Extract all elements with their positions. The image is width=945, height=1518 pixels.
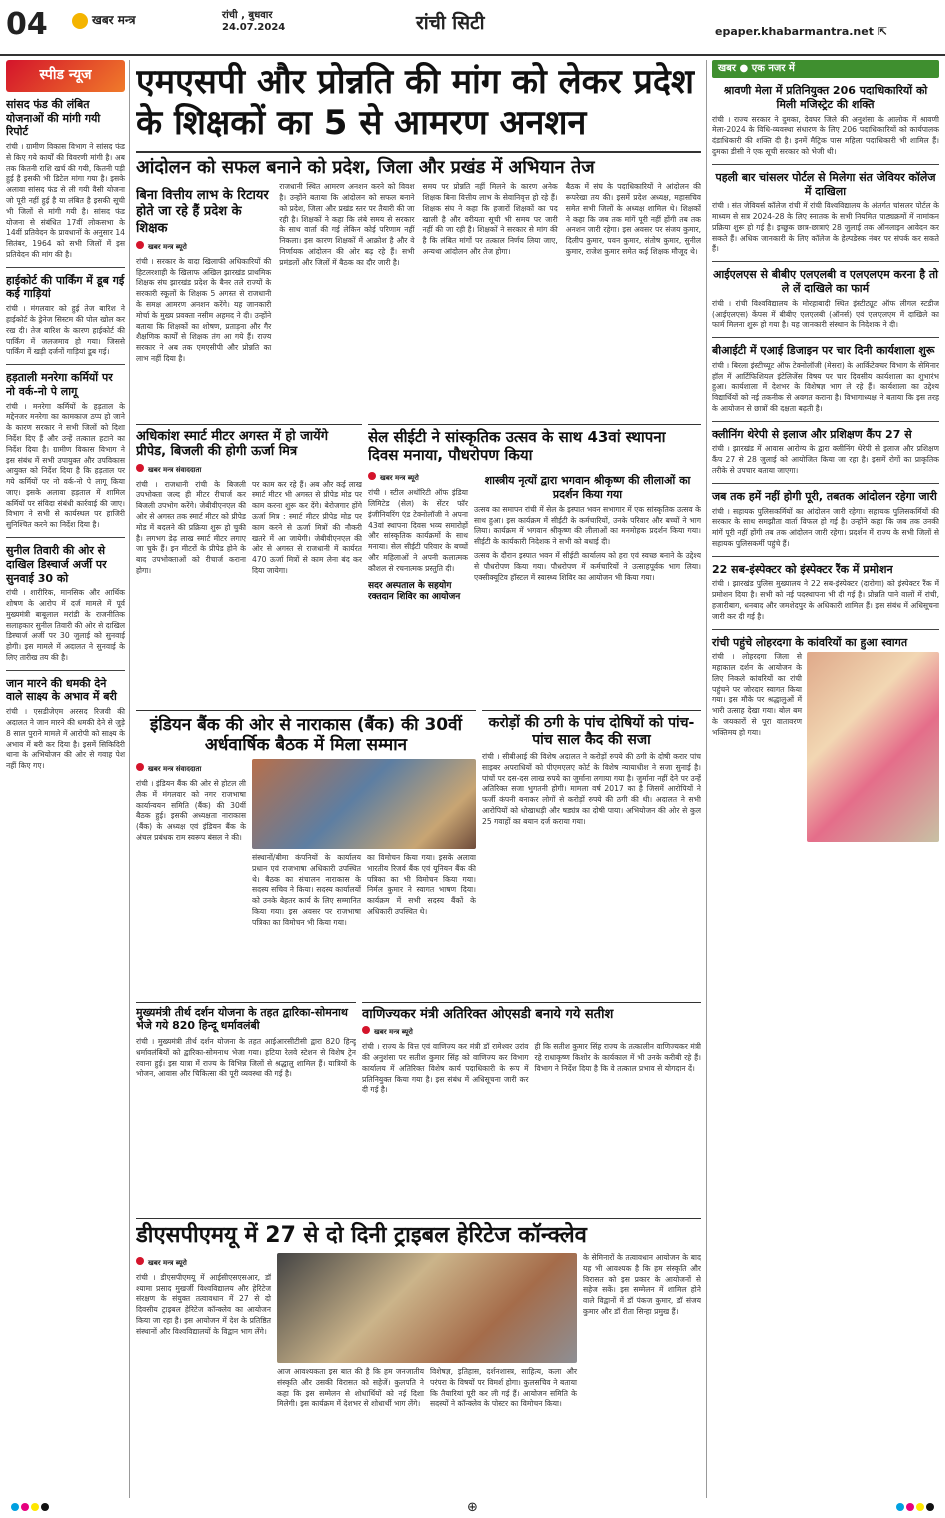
fraud-story (482, 710, 701, 996)
right-news-8-body: रांची । लोहरदगा जिला से महाकाल दर्शन के आयोजन के लिए निकले कांवरियों का रांची पहुंचने पर जोरदार स्वागत किया गया। इस मौके पर श्रद्धालुओं में भारी उत्साह देखा गया। बोल बम के जयकारों से पूरा वातावरण भक्तिमय हो गया। (712, 652, 802, 737)
osd-story (362, 1002, 701, 1212)
divider (712, 421, 939, 422)
date-text: 24.07.2024 (222, 22, 286, 33)
right-news-3-head: आईएलएस से बीबीए एलएलबी व एलएलएम करना है तो ले लें दाखिले का फार्म (712, 268, 939, 295)
right-news-6-head: जब तक हमें नहीं होगी पूरी, तबतक आंदोलन रहेगा जारी (712, 489, 937, 503)
indian-bank-para-3: का विमोचन किया गया। इसके अलावा भारतीय रिजर्व बैंक एवं यूनियन बैंक की पत्रिका का भी विमोचन किया गया। निर्मल कुमार ने स्वागत भाषण दिया। कार्यक्रम में सभी सदस्य बैंकों के अधिकारी उपस्थित थे। (367, 853, 476, 916)
lead-story (136, 62, 701, 422)
divider (712, 556, 939, 557)
dspmu-para-2: के सेमिनारों के तत्वावधान आयोजन के बाद यह भी आवश्यक है कि हम संस्कृति और विरासत को इस प्रकार के आयोजनों से सहेज सकें। इस सम्मेलन में शामिल होने वाले विद्वानों में डॉ पंकज कुमार, डॉ संजय कुमार और डॉ रीता सिन्हा प्रमुख हैं। (583, 1252, 701, 1316)
cursor-icon: ⇱ (877, 25, 888, 38)
divider (712, 261, 939, 262)
right-news-4-head: बीआईटी में एआई डिजाइन पर चार दिनी कार्यशाला शुरू (712, 344, 935, 358)
sail-para-1: रांची । स्टील अथॉरिटी ऑफ इंडिया लिमिटेड (सेल) के सेंटर फॉर इंजीनियरिंग एंड टेक्नोलॉजी ने अपना 43वां स्थापना दिवस भव्य समारोहों और सांस्कृतिक कार्यक्रमों के साथ मनाया। सेल सीईटी परिवार के बच्चों और महिलाओं ने अपनी कलात्मक कौशल से रचनात्मक प्रस्तुति दी। (368, 488, 468, 573)
sail-subhead: शास्त्रीय नृत्यों द्वारा भगवान श्रीकृष्ण की लीलाओं का प्रदर्शन किया गया (484, 474, 691, 502)
left-news-1-body: रांची । ग्रामीण विकास विभाग ने सांसद फंड से किए गये कार्यों की विवरणी मांगी है। अब तक कितनी राशि खर्च की गयी, कितनी पड़ी हुई है इसकी भी डिटेल मांगा गया है। इसके अलावा सांसद फंड से ली गयी वैसी योजना जो पूरी नहीं हुई है या लंबित है इसकी सूची भी जिलों से मांगी गयी है। सांसद फंड योजना से संबंधित 17वीं लोकसभा के 14वीं प्रतिवेदन के प्रावधानों के अनुसार 14 सितंबर, 1964 को सभी जिलों में इस प्रतिवेदन की मांग की है। (6, 142, 125, 259)
color-registration-right (895, 1503, 935, 1515)
at-a-glance-label: खबर ● एक नजर में (712, 60, 939, 78)
divider (712, 483, 939, 484)
lead-para-4: बैठक में संघ के पदाधिकारियों ने आंदोलन की रूपरेखा तय की। इसमें प्रदेश अध्यक्ष, महासचिव समेत सभी जिलों के अध्यक्ष शामिल थे। शिक्षकों ने कहा कि जब तक मांगें पूरी नहीं होंगी तब तक अनशन जारी रहेगा। इस अवसर पर संजय कुमार, दिलीप कुमार, पवन कुमार, संतोष कुमार, सुनील कुमार, राजेश कुमार समेत कई शिक्षक मौजूद थे। (565, 182, 701, 256)
dspmu-col-2 (277, 1253, 577, 1413)
dspmu-para-4: विशेषज्ञ, इतिहास, दर्शनशास्त्र, साहित्य, कला और परंपरा के विषयों पर विमर्श होगा। कुलसचिव ने बताया कि तैयारियां पूरी कर ली गई हैं। आयोजन समिति के सदस्यों ने कॉन्क्लेव के पोस्टर का विमोचन किया। (430, 1366, 577, 1409)
indian-bank-photo (252, 759, 476, 849)
bulb-icon (368, 472, 376, 480)
indian-bank-col-1 (136, 759, 246, 931)
right-news-4-body: रांची । बिरला इंस्टीच्यूट ऑफ टेक्नोलॉजी (मेसरा) के आर्किटेक्चर विभाग के सेमिनार हॉल में आर्टिफिशियल इंटेलिजेंस विषय पर चार दिवसीय कार्यशाला का शुभारंभ हुआ। कार्यशाला में देशभर के विशेषज्ञ भाग ले रहे हैं। कार्यशाला का उद्देश्य विद्यार्थियों को नई तकनीक से अवगत कराना है। विभागाध्यक्ष ने बताया कि इस तरह के आयोजन से छात्रों की दक्षता बढ़ती है। (712, 360, 939, 413)
lead-col-4 (566, 182, 701, 368)
right-news-8-head: रांची पहुंचे लोहरदगा के कांवरियों का हुआ स्वागत (712, 635, 908, 649)
brand-name: खबर मन्त्र (92, 13, 136, 27)
smart-meter-story (136, 424, 362, 704)
right-news-7-body: रांची । झारखंड पुलिस मुख्यालय ने 22 सब-इंस्पेक्टर (दारोगा) को इंस्पेक्टर रैंक में प्रमोशन दिया है। सभी को नई पदस्थापना भी दी गई है। प्रोन्नति पाने वालों में रांची, हजारीबाग, धनबाद और जमशेदपुर के अधिकारी शामिल हैं। इस संबंध में अधिसूचना जारी कर दी गई है। (712, 579, 939, 621)
lead-subhead: आंदोलन को सफल बनाने को प्रदेश, जिला और प्रखंड में अभियान तेज (136, 151, 701, 178)
byline-text: खबर मन्त्र संवाददाता (148, 465, 202, 474)
fraud-para: रांची । सीबीआई की विशेष अदालत ने करोड़ों रुपये की ठगी के दोषी करार पांच साइबर अपराधियों को पीएमएलए कोर्ट के विशेष न्यायाधीश ने सजा सुनाई है। पांचों पर दस-दस लाख रुपये का जुर्माना लगाया गया है। जुर्माना नहीं देने पर उन्हें अतिरिक्त सजा भुगतनी होगी। मामला वर्ष 2017 का है जिसमें आरोपियों ने फर्जी कंपनी बनाकर लोगों से करोड़ों रुपये की ठगी की थी। अदालत ने सभी आरोपियों को धोखाधड़ी और षड्यंत्र का दोषी पाया। अभियोजन की ओर से कुल 25 गवाहों का बयान दर्ज कराया गया। (482, 752, 701, 826)
lead-para-2: राजधानी स्थित आमरण अनशन करने को विवश है। उन्होंने बताया कि आंदोलन को सफल बनाने को प्रदेश, जिला और प्रखंड स्तर पर तैयारी की जा रही है। शिक्षकों ने कहा कि लंबे समय से सरकार के साथ वार्ता की गई लेकिन कोई परिणाम नहीं निकला। इस कारण शिक्षकों में आक्रोश है और वे निर्णायक आंदोलन की ओर बढ़ रहे हैं। सभी प्रमंडलों और जिलों में बैठक का दौर जारी है। (279, 182, 415, 267)
kanwar-photo (807, 652, 939, 842)
byline (368, 472, 468, 484)
indian-bank-para-1: रांची । इंडियन बैंक की ओर से होटल ली लैक में मंगलवार को नगर राजभाषा कार्यान्वयन समिति (बैंक) की 30वीं बैठक हुई। इसकी अध्यक्षता नाराकास (बैंक) के अध्यक्ष एवं इंडियन बैंक के अंचल प्रबंधक राम स्वरूप बंसल ने की। (136, 779, 246, 842)
left-news-4-body: रांची । शारीरिक, मानसिक और आर्थिक शोषण के आरोप में दर्ज मामले में पूर्व मुख्यमंत्री बाबूलाल मरांडी के राजनीतिक सलाहकार सुनील तिवारी की ओर से दाखिल डिस्चार्ज अर्जी पर 30 जुलाई को सुनवाई होगी। इस मामले में अदालत ने सुनवाई के लिए तारीख तय की है। (6, 588, 125, 662)
page-header (0, 0, 945, 56)
byline-text: खबर मन्त्र ब्यूरो (374, 1028, 413, 1037)
byline-text: खबर मन्त्र ब्यूरो (148, 1258, 187, 1267)
bulb-icon (136, 241, 144, 249)
pilgrimage-headline: मुख्यमंत्री तीर्थ दर्शन योजना के तहत द्वारिका-सोमनाथ भेजे गये 820 हिन्दू धर्मावलंबी (136, 1006, 348, 1032)
smart-meter-headline: अधिकांश स्मार्ट मीटर अगस्त में हो जायेंगे प्रीपेड, बिजली की होगी ऊर्जा मित्र (136, 429, 329, 460)
lead-col-2 (279, 182, 414, 368)
right-news-3-body: रांची । रांची विश्वविद्यालय के मोरहाबादी स्थित इंस्टीट्यूट ऑफ लीगल स्टडीज (आईएलएस) केंपस में बीबीए एलएलबी (ऑनर्स) एवं एलएलएम में दाखिले का फार्म मिलना शुरू हो गया है। यह जानकारी संस्थान के निदेशक ने दी। (712, 298, 939, 330)
osd-headline: वाणिज्यकर मंत्री अतिरिक्त ओएसडी बनाये गये सतीश (362, 1007, 614, 1022)
page-number: 04 (6, 7, 48, 42)
bulb-icon (136, 763, 144, 771)
right-news-2-head: पहली बार चांसलर पोर्टल से मिलेगा संत जेवियर कॉलेज में दाखिला (715, 170, 936, 198)
osd-para-1: रांची । राज्य के वित्त एवं वाणिज्य कर मंत्री डॉ रामेश्वर उरांव की अनुशंसा पर सतीश कुमार सिंह को वाणिज्य कर विभाग कार्यालय में अतिरिक्त विशेष कार्य पदाधिकारी के रूप में प्रतिनियुक्त किया गया है। इस संबंध में अधिसूचना जारी कर दी गई है। (362, 1042, 529, 1095)
color-registration-left (10, 1503, 50, 1515)
right-news-5-head: क्लीनिंग थेरेपी से इलाज और प्रशिक्षण कैंप 27 से (712, 427, 912, 441)
pilgrimage-story (136, 1002, 356, 1212)
divider (712, 164, 939, 165)
lead-side-head: बिना वित्तीय लाभ के रिटायर होते जा रहे हैं प्रदेश के शिक्षक (136, 188, 269, 236)
byline (362, 1026, 701, 1038)
dateline (222, 10, 285, 34)
bulb-icon (362, 1026, 370, 1034)
dspmu-headline: डीएसपीएमयू में 27 से दो दिनी ट्राइबल हेरिटेज कॉन्क्लेव (136, 1223, 587, 1248)
sail-para-2: उत्सव का समापन रांची में सेल के इस्पात भवन सभागार में एक सांस्कृतिक उत्सव के साथ हुआ। इस कार्यक्रम में सीईटी के कर्मचारियों, उनके परिवार और बच्चों ने भाग लिया। कार्यक्रम में भगवान श्रीकृष्ण की लीलाओं का मनमोहक प्रदर्शन किया गया। सीईटी के कार्यकारी निदेशक ने सभी को बधाई दी। (474, 504, 701, 547)
sail-story (368, 424, 701, 704)
sail-side-head: सदर अस्पताल के सहयोग रक्तदान शिविर का आयोजन (368, 580, 461, 602)
byline-text: खबर मन्त्र संवाददाता (148, 765, 202, 774)
dspmu-photo (277, 1253, 577, 1363)
left-news-3-head: हड़ताली मनरेगा कर्मियों पर नो वर्क-नो पे लागू (6, 371, 113, 398)
indian-bank-headline: इंडियन बैंक की ओर से नाराकास (बैंक) की 30वीं अर्धवार्षिक बैठक में मिला सम्मान (150, 715, 462, 756)
right-news-5-body: रांची । झारखंड में आवास आरोग्य के द्वारा क्लीनिंग थेरेपी से इलाज और प्रशिक्षण कैंप 27 से 28 जुलाई को आयोजित किया जा रहा है। इसमें रोगों का प्राकृतिक तरीके से उपचार बताया जाएगा। (712, 444, 939, 476)
dspmu-story (136, 1218, 701, 1498)
indian-bank-para-2: संस्थानों/बीमा कंपनियों के कार्यालय प्रधान एवं राजभाषा अधिकारी उपस्थित थे। बैठक का संचालन नाराकास के सदस्य सचिव ने किया। सदस्य कार्यालयों को उनके बेहतर कार्य के लिए सम्मानित किया गया। इस अवसर पर राजभाषा पत्रिका का विमोचन भी किया गया। (252, 853, 361, 927)
sail-col-1 (368, 468, 468, 606)
divider (6, 537, 125, 538)
right-column (706, 60, 939, 1498)
section-title: रांची सिटी (416, 12, 485, 34)
byline-text: खबर मन्त्र ब्यूरो (380, 474, 419, 483)
divider (712, 337, 939, 338)
indian-bank-story (136, 710, 476, 996)
divider (6, 364, 125, 365)
byline-text: खबर मन्त्र ब्यूरो (148, 242, 187, 251)
place-text: रांची , बुधवार (222, 10, 273, 21)
byline (136, 1257, 271, 1269)
logo-icon (72, 13, 88, 29)
left-column (6, 60, 130, 1498)
bulb-icon (136, 1257, 144, 1265)
divider (712, 629, 939, 630)
sail-col-2 (474, 468, 701, 606)
indian-bank-col-2 (252, 759, 476, 931)
divider (6, 267, 125, 268)
smart-meter-para-1: रांची । राजधानी रांची के बिजली उपभोक्ता जल्द ही मीटर रीचार्ज कर बिजली उपभोग करेंगे। जेबीवीएनएल की ओर से अगस्त तक स्मार्ट मीटर को प्रीपेड मोड में बदलने की प्रक्रिया शुरू हो चुकी है। लगभग डेढ़ लाख स्मार्ट मीटर लगाए जा चुके हैं। इन मीटरों के प्रीपेड होने के बाद उपभोक्ताओं को रीचार्ज कराना होगा। (136, 479, 246, 575)
epaper-link[interactable] (715, 24, 887, 40)
sail-para-3: उत्सव के दौरान इस्पात भवन में सीईटी कार्यालय को हरा एवं स्वच्छ बनाने के उद्देश्य से पौधरोपण किया गया। पौधरोपण में कर्मचारियों ने उत्साहपूर्वक भाग लिया। एक्सीक्यूटिव हॉस्टल में स्वास्थ्य शिविर का आयोजन भी किया गया। (474, 551, 701, 582)
bulb-icon (136, 464, 144, 472)
byline (136, 763, 246, 775)
dspmu-para-1: रांची । डीएसपीएमयू में आईसीएसएसआर, डॉ श्यामा प्रसाद मुखर्जी विश्वविद्यालय और हेरिटेज संरक्षण के संयुक्त तत्वावधान में 27 से दो दिवसीय ट्राइबल हेरिटेज कॉन्क्लेव का आयोजन किया जा रहा है। इस आयोजन में देश के प्रतिष्ठित संस्थानों और विश्वविद्यालयों के विद्वान भाग लेंगे। (136, 1272, 271, 1336)
lead-col-1 (136, 182, 271, 368)
lead-para-1: रांची । सरकार के वादा खिलाफी अधिकारियों की हिटलरशाही के खिलाफ अखिल झारखंड प्राथमिक शिक्षक संघ झारखंड प्रदेश के बैनर तले राज्यों के सरकारी स्कूलों के शिक्षक 5 अगस्त से राजधानी के समक्ष आमरण अनशन करेंगे। यह जानकारी मोर्चा के मुख्य प्रवक्ता नसीम अहमद ने दी। उन्होंने बताया कि शिक्षकों का शोषण, प्रताड़ना और गैर शैक्षणिक कार्यों से शिक्षक तंग आ गये हैं। राज्य सरकार ने अब तक एमएसीपी और प्रोन्नति का लाभ नहीं दिया है। (136, 256, 272, 363)
byline (136, 241, 271, 253)
speed-news-label (6, 60, 125, 92)
right-news-2-body: रांची । संत जेवियर्स कॉलेज रांची में रांची विश्वविद्यालय के अंतर्गत चांसलर पोर्टल के माध्यम से सत्र 2024-28 के लिए स्नातक के सभी नियमित पाठ्यक्रमों में नामांकन प्रक्रिया शुरू हो गई है। इच्छुक छात्र-छात्राएं 28 जुलाई तक ऑनलाइन आवेदन कर सकते हैं। अधिक जानकारी के लिए कॉलेज के हेल्पडेस्क नंबर पर संपर्क कर सकते हैं। (712, 201, 939, 254)
dspmu-col-1 (136, 1253, 271, 1413)
right-news-7-head: 22 सब-इंस्पेक्टर को इंस्पेक्टर रैंक में प्रमोशन (712, 562, 893, 576)
brand[interactable] (72, 12, 135, 29)
label-text-2: एक नजर में (751, 63, 795, 74)
left-news-5-body: रांची । एसडीजेएम अरसद रिजवी की अदालत ने जान मारने की धमकी देने से जुड़े 8 साल पुराने मामले में आरोपी को साक्ष्य के अभाव में बरी कर दिया है। इसमें सिकिदिरी थाना के अभियोजन की ओर से गवाह पेश नहीं किए गए। (6, 707, 125, 771)
left-news-3-body: रांची । मनरेगा कर्मियों के हड़ताल के मद्देनजर मनरेगा का कामकाज ठप्प हो जाने के कारण सरकार ने सभी जिलों को दिशा निर्देश दिए हैं और उन्हें तत्काल हटाने का निर्देश दिया है। ग्रामीण विकास विभाग ने इस संबंध में सभी उपायुक्त और उपविकास आयुक्त को निर्देश दिया है कि हड़ताल पर गये कर्मियों पर नो वर्क-नो पे लागू किया जाए। इसके अलावा हड़ताल में शामिल कर्मियों पर संविदा संबंधी कार्रवाई की जाए। विभाग ने सभी से कार्यस्थल पर हाजिरी सुनिश्चित करने का निर्देश दिया है। (6, 401, 125, 530)
registration-mark-icon: ⊕ (467, 1500, 478, 1516)
left-news-5-head: जान मारने की धमकी देने वाले साक्ष्य के अभाव में बरी (6, 676, 117, 704)
pilgrimage-para: रांची । मुख्यमंत्री तीर्थ दर्शन योजना के तहत आईआरसीटीसी द्वारा 820 हिन्दू धर्मावलंबियों को द्वारिका-सोमनाथ भेजा गया। हटिया रेलवे स्टेशन से विशेष ट्रेन रवाना हुई। इस यात्रा में राज्य के विभिन्न जिलों से श्रद्धालु शामिल हैं। यात्रियों के भोजन, आवास और चिकित्सा की पूरी व्यवस्था की गई है। (136, 1036, 356, 1079)
osd-para-2: ही कि सतीश कुमार सिंह राज्य के तत्कालीन वाणिज्यकर मंत्री रहे राधाकृष्ण किशोर के कार्यकाल में भी उनके करीबी रहे हैं। विभाग ने निर्देश दिया है कि वे तत्काल प्रभाव से योगदान दें। (534, 1042, 701, 1073)
right-news-1-body: रांची । राज्य सरकार ने दुमका, देवघर जिले की अनुशंसा के आलोक में श्रावणी मेला-2024 के विधि-व्यवस्था संधारण के लिए 206 पदाधिकारियों को कार्यपालक दंडाधिकारी की शक्ति दी है। इनमें मैट्रिक पास महिला पदाधिकारी भी शामिल हैं। दुमका डीसी ने एक सूची सरकार को भेजी थी। (712, 114, 939, 157)
left-news-2-body: रांची । मंगलवार को हुई तेज बारिश ने हाईकोर्ट के ड्रेनेज सिस्टम की पोल खोल कर रख दी। तेज बारिश के कारण हाईकोर्ट की पार्किंग में जलजमाव हो गया। जिससे पार्किंग में खड़ी दर्जनों गाड़ियां डूब गई। (6, 304, 125, 357)
right-news-1-head: श्रावणी मेला में प्रतिनियुक्त 206 पदाधिकारियों को मिली मजिस्ट्रेट की शक्ति (723, 84, 928, 111)
smart-meter-para-2: पर काम कर रहे हैं। अब और कई लाख स्मार्ट मीटर भी अगस्त से प्रीपेड मोड पर काम करना शुरू कर देंगे। बेरोजगार होंगे ऊर्जा मित्र : स्मार्ट मीटर प्रीपेड मोड पर काम करने से ऊर्जा मित्रों की नौकरी खतरे में आ जायेगी। जेबीवीएनएल की ओर से अगस्त से राजधानी में कार्यरत 470 ऊर्जा मित्रों से काम लेना बंद कर दिया जायेगा। (252, 479, 362, 575)
divider (6, 670, 125, 671)
epaper-url: epaper.khabarmantra.net (715, 25, 874, 38)
lead-headline: एमएसपी और प्रोन्नति की मांग को लेकर प्रदेश के शिक्षकों का 5 से आमरण अनशन (136, 62, 695, 144)
speed-news-text: स्पीड न्यूज (39, 67, 92, 83)
dspmu-col-3 (583, 1253, 701, 1413)
sail-headline: सेल सीईटी ने सांस्कृतिक उत्सव के साथ 43वां स्थापना दिवस मनाया, पौधरोपण किया (368, 428, 666, 464)
lead-col-3 (423, 182, 558, 368)
lead-para-3: समय पर प्रोन्नति नहीं मिलने के कारण अनेक शिक्षक बिना वित्तीय लाभ के सेवानिवृत्त हो रहे हैं। शिक्षक संघ ने कहा कि हजारों शिक्षकों का पद खाली है और वरीयता सूची भी समय पर जारी नहीं की जा रही है। शिक्षकों ने सरकार से मांग की है कि लंबित मांगों पर तत्काल निर्णय लिया जाए, अन्यथा आंदोलन और तेज होगा। (422, 182, 558, 256)
left-news-2-head: हाईकोर्ट की पार्किंग में डूब गई कई गाड़ियां (6, 273, 125, 301)
label-text: खबर (718, 63, 736, 74)
right-news-6-body: रांची । सहायक पुलिसकर्मियों का आंदोलन जारी रहेगा। सहायक पुलिसकर्मियों की सरकार के साथ समझौता वार्ता विफल हो गई है। उन्होंने कहा कि जब तक उनकी मांगें पूरी नहीं होंगी तब तक आंदोलन जारी रहेगा। प्रदर्शन में राज्य के सभी जिलों से सहायक पुलिसकर्मी पहुंचे हैं। (712, 506, 939, 548)
byline (136, 464, 362, 476)
left-news-1-head: सांसद फंड की लंबित योजनाओं की मांगी गयी रिपोर्ट (6, 97, 101, 139)
dspmu-para-3: आज आवश्यकता इस बात की है कि हम जनजातीय संस्कृति और उसकी विरासत को सहेजें। कुलपति ने कहा कि इस सम्मेलन से शोधार्थियों को नई दिशा मिलेगी। इस कार्यक्रम में देशभर से शोधार्थी भाग लेंगे। (277, 1366, 424, 1409)
left-news-4-head: सुनील तिवारी की ओर से दाखिल डिस्चार्ज अर्जी पर सुनवाई 30 को (6, 544, 107, 585)
fraud-headline: करोड़ों की ठगी के पांच दोषियों को पांच-पांच साल कैद की सजा (488, 715, 695, 748)
page-footer (0, 1500, 945, 1517)
